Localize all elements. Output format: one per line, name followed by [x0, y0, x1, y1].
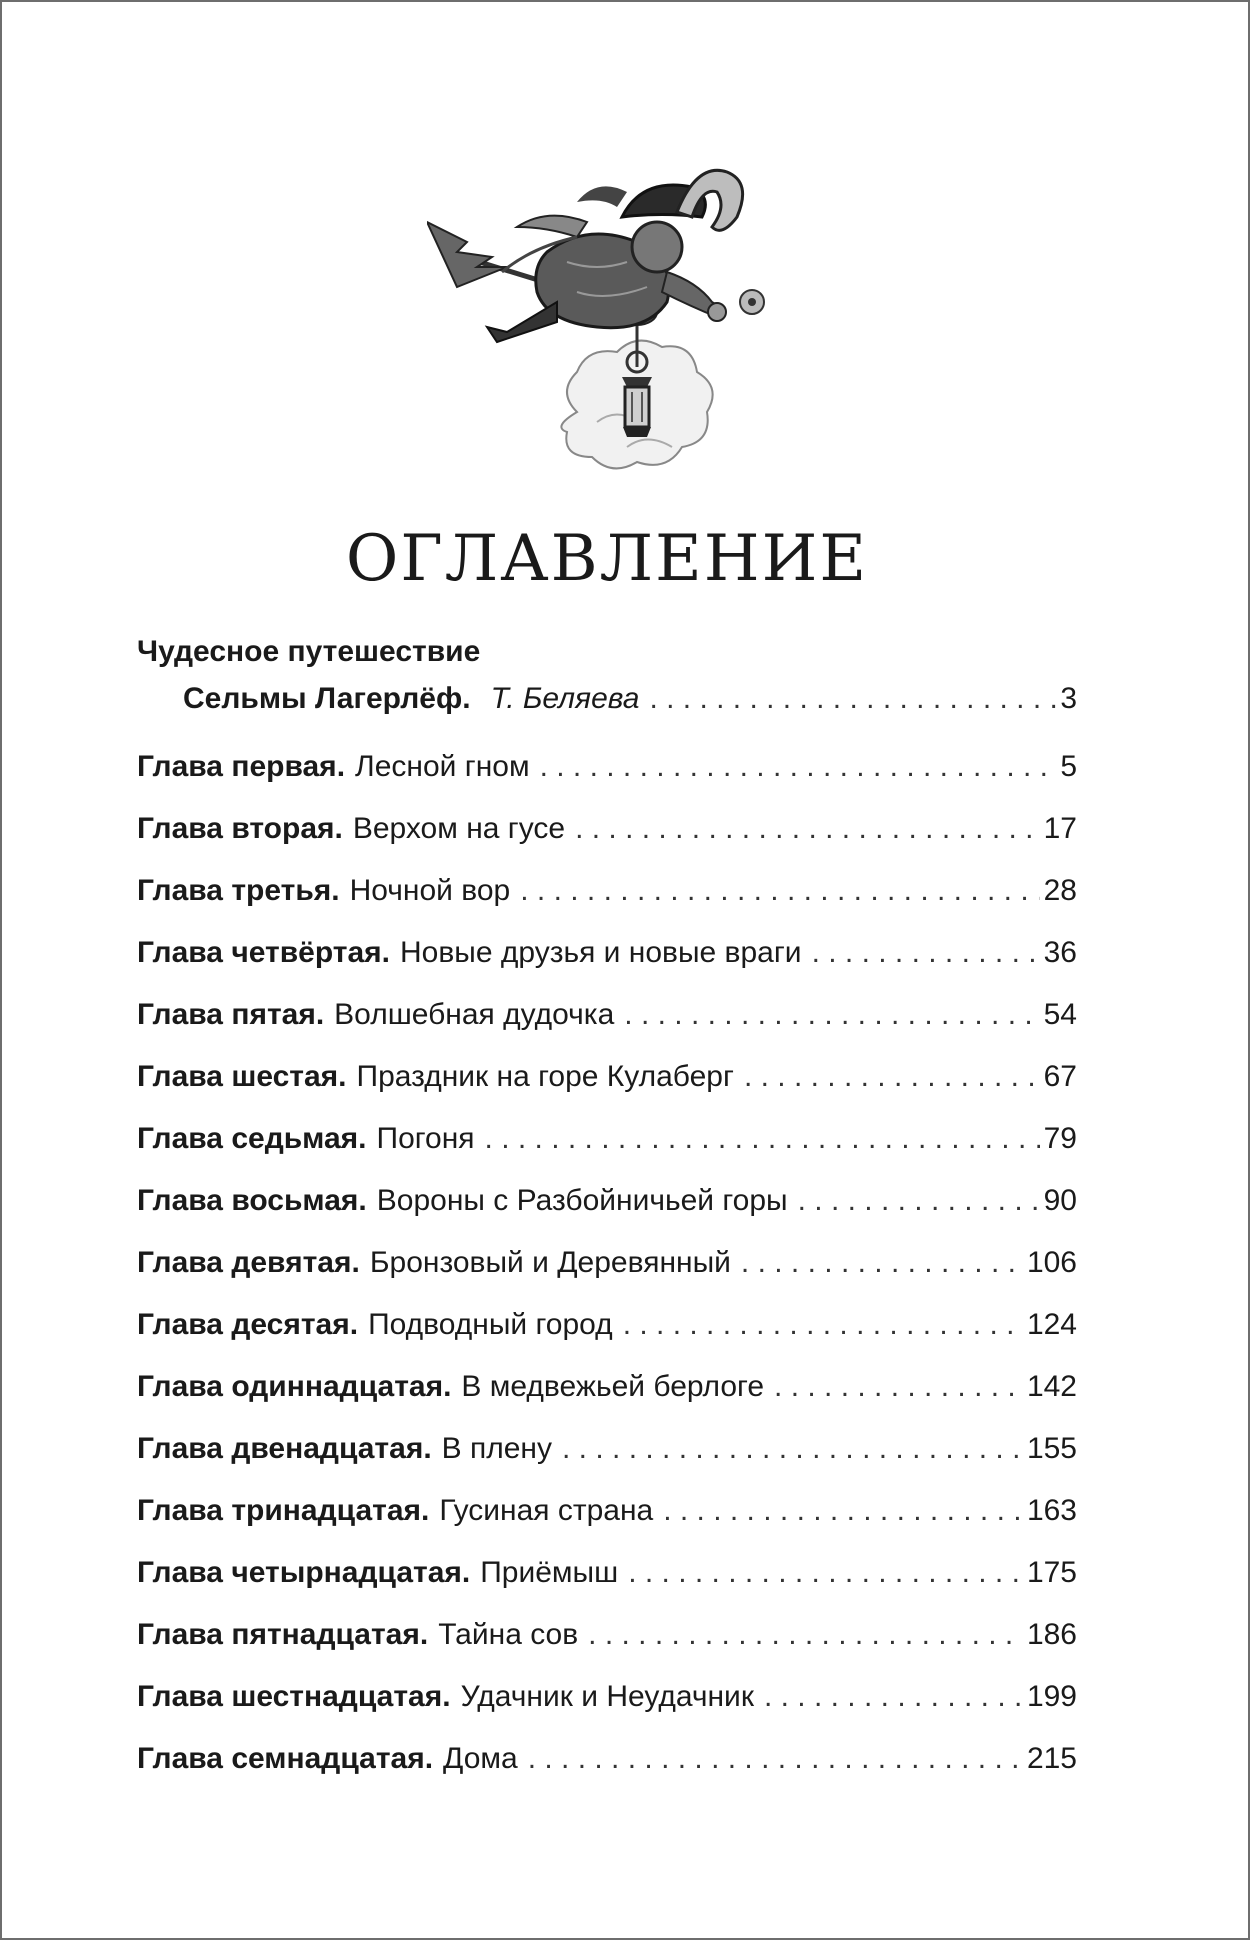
toc-row[interactable] [137, 1480, 1077, 1542]
toc-row[interactable] [137, 736, 1077, 798]
chapter-number: Глава двенадцатая. [137, 1432, 432, 1465]
page-number: 199 [1026, 1680, 1077, 1713]
chapter-number: Глава восьмая. [137, 1184, 367, 1217]
toc-row[interactable] [137, 1666, 1077, 1728]
dot-leader [798, 1170, 1040, 1232]
page-number: 17 [1043, 812, 1077, 845]
chapter-title: Удачник и Неудачник [460, 1680, 754, 1713]
chapter-title: В медвежьей берлоге [461, 1370, 765, 1403]
chapter-title: Гусиная страна [439, 1494, 654, 1527]
page-number: 163 [1026, 1494, 1077, 1527]
page-number: 175 [1026, 1556, 1077, 1589]
dot-leader [588, 1604, 1023, 1666]
dot-leader [485, 1108, 1040, 1170]
chapter-title: Подводный город [368, 1308, 613, 1341]
toc-row[interactable] [137, 984, 1077, 1046]
chapter-number: Глава третья. [137, 874, 340, 907]
toc-row[interactable] [137, 1232, 1077, 1294]
dot-leader [624, 984, 1039, 1046]
toc-row[interactable] [137, 798, 1077, 860]
chapter-title: Приёмыш [480, 1556, 619, 1589]
chapter-title: Новые друзья и новые враги [400, 936, 802, 969]
dot-leader [812, 922, 1040, 984]
toc-row[interactable] [137, 1542, 1077, 1604]
toc-row[interactable] [137, 1728, 1077, 1790]
dot-leader [744, 1046, 1040, 1108]
flying-gnome-lantern-icon [427, 162, 827, 492]
page-number: 36 [1043, 936, 1077, 969]
chapter-number: Глава девятая. [137, 1246, 360, 1279]
chapter-title: Верхом на гусе [352, 812, 566, 845]
toc-row[interactable] [137, 1418, 1077, 1480]
chapter-number: Глава шестнадцатая. [137, 1680, 451, 1713]
chapter-number: Глава шестая. [137, 1060, 347, 1093]
toc-row[interactable] [137, 1108, 1077, 1170]
toc-row[interactable] [137, 1294, 1077, 1356]
dot-leader [663, 1480, 1023, 1542]
dot-leader [774, 1356, 1023, 1418]
chapter-number: Глава четвёртая. [137, 936, 390, 969]
intro-author: Т. Беляева [490, 682, 640, 715]
chapter-number: Глава четырнадцатая. [137, 1556, 471, 1589]
dot-leader [528, 1728, 1023, 1790]
page-number: 79 [1043, 1122, 1077, 1155]
chapter-title: Праздник на горе Кулаберг [356, 1060, 734, 1093]
page-number: 186 [1026, 1618, 1077, 1651]
chapter-number: Глава пятая. [137, 998, 325, 1031]
chapter-number: Глава одиннадцатая. [137, 1370, 452, 1403]
chapter-title: Волшебная дудочка [334, 998, 615, 1031]
chapter-number: Глава тринадцатая. [137, 1494, 430, 1527]
chapter-title: Бронзовый и Деревянный [369, 1246, 731, 1279]
chapter-title: Дома [443, 1742, 518, 1775]
toc-row[interactable] [137, 1604, 1077, 1666]
chapter-number: Глава пятнадцатая. [137, 1618, 429, 1651]
dot-leader [741, 1232, 1023, 1294]
dot-leader [575, 798, 1040, 860]
dot-leader [764, 1666, 1023, 1728]
page-number: 215 [1026, 1742, 1077, 1775]
page-number: 106 [1026, 1246, 1077, 1279]
toc-row[interactable] [137, 1170, 1077, 1232]
page-number: 124 [1026, 1308, 1077, 1341]
chapter-title: Лесной гном [355, 750, 530, 783]
chapter-title: В плену [441, 1432, 553, 1465]
intro-title-line1: Чудесное путешествие [137, 635, 481, 668]
page-number: 90 [1043, 1184, 1077, 1217]
chapter-number: Глава семнадцатая. [137, 1742, 434, 1775]
dot-leader [540, 736, 1057, 798]
dot-leader [649, 674, 1056, 724]
chapter-title: Ночной вор [349, 874, 511, 907]
chapter-number: Глава вторая. [137, 812, 343, 845]
dot-leader [623, 1294, 1023, 1356]
chapter-title: Вороны с Разбойничьей горы [376, 1184, 788, 1217]
toc-row-intro[interactable] [137, 674, 1077, 724]
dot-leader [628, 1542, 1023, 1604]
page-number: 3 [1060, 682, 1077, 715]
gnome-illustration [427, 162, 827, 492]
toc-row[interactable] [137, 1046, 1077, 1108]
toc-row[interactable] [137, 1356, 1077, 1418]
page-number: 155 [1026, 1432, 1077, 1465]
page-number: 54 [1043, 998, 1077, 1031]
page-number: 5 [1060, 750, 1077, 783]
intro-title-line2: Сельмы Лагерлёф. [183, 682, 471, 715]
chapter-number: Глава первая. [137, 750, 346, 783]
chapter-number: Глава десятая. [137, 1308, 359, 1341]
chapter-title: Тайна сов [438, 1618, 579, 1651]
toc-row[interactable] [137, 860, 1077, 922]
page-number: 28 [1043, 874, 1077, 907]
toc-row[interactable] [137, 922, 1077, 984]
chapter-title: Погоня [376, 1122, 475, 1155]
page-title: ОГЛАВЛЕНИЕ [345, 522, 869, 596]
chapter-number: Глава седьмая. [137, 1122, 367, 1155]
table-of-contents [137, 630, 1077, 1790]
page-number: 67 [1043, 1060, 1077, 1093]
page-number: 142 [1026, 1370, 1077, 1403]
dot-leader [520, 860, 1039, 922]
dot-leader [562, 1418, 1023, 1480]
